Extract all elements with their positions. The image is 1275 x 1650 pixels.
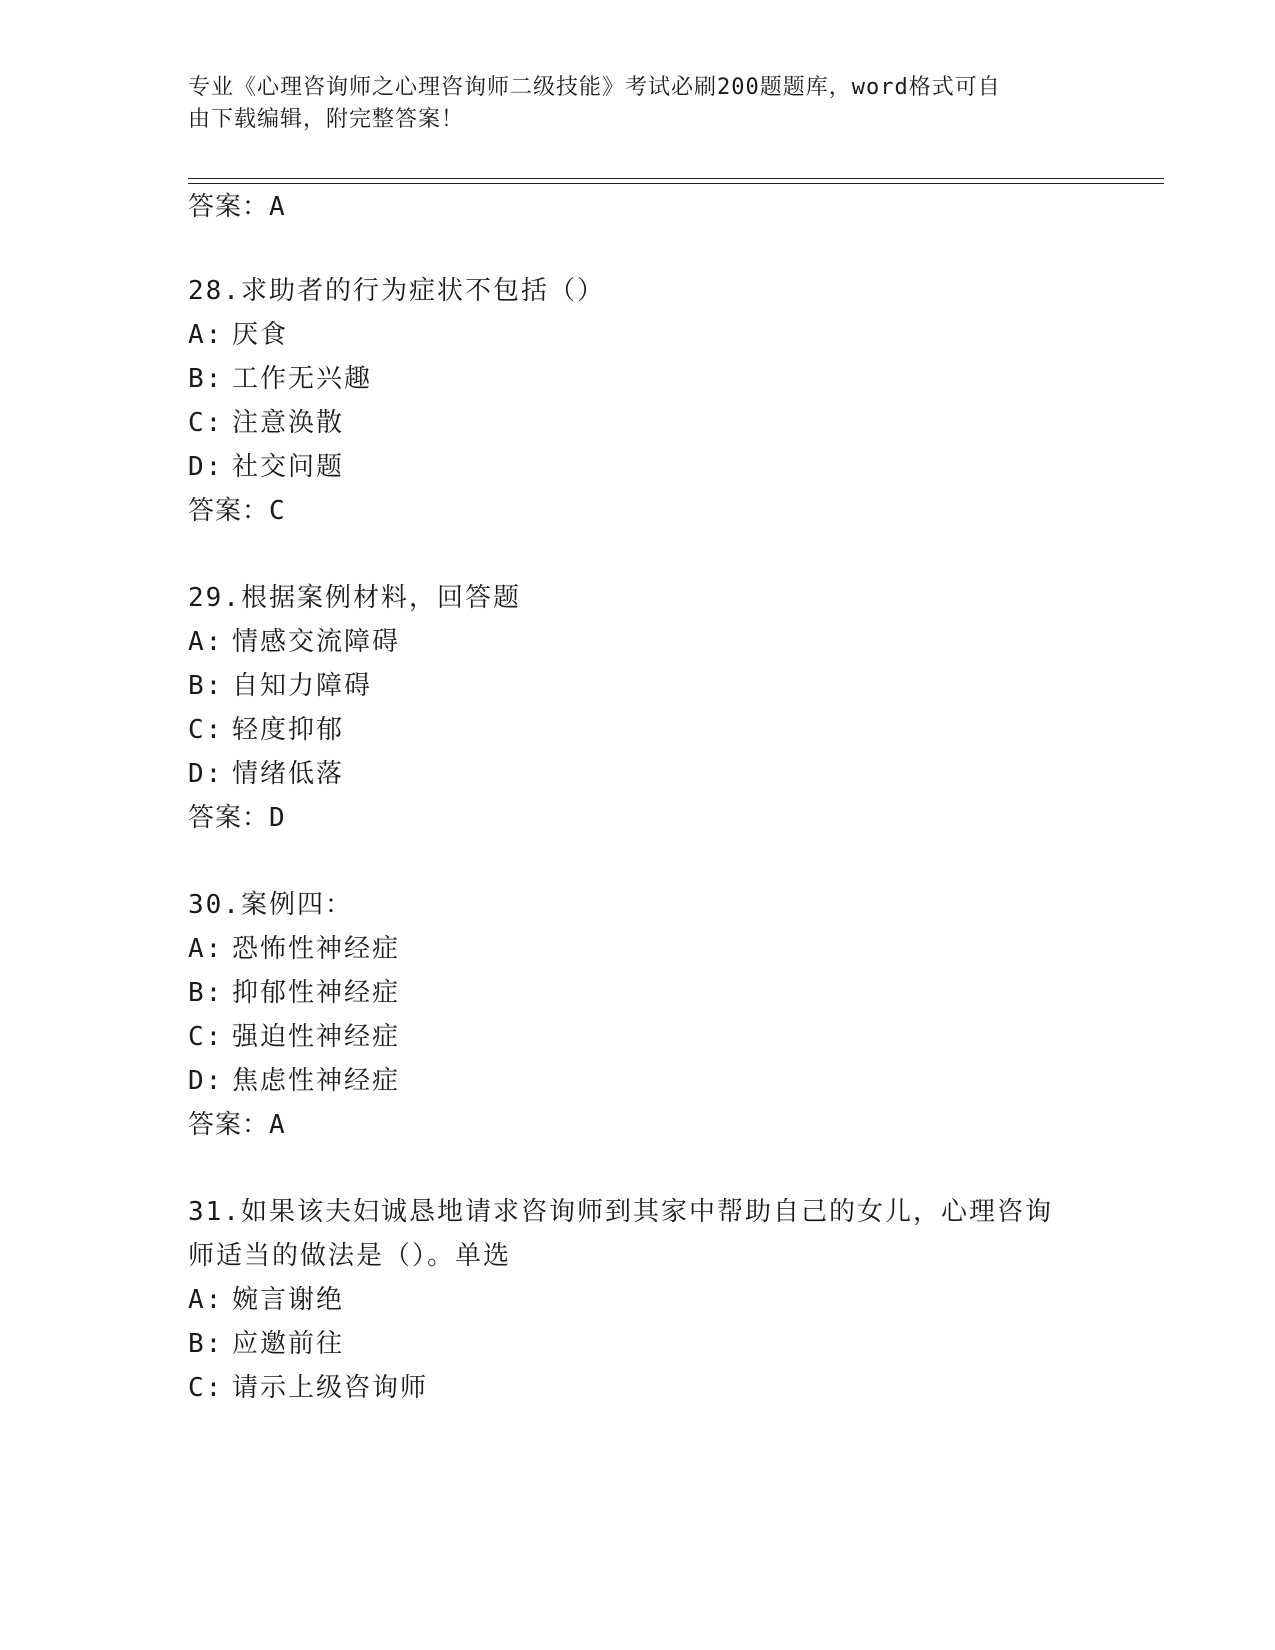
question-31-stem-line-1: 31.如果该夫妇诚恳地请求咨询师到其家中帮助自己的女儿，心理咨询 <box>188 1197 1053 1227</box>
question-30-option-d: D: 焦虑性神经症 <box>188 1066 401 1096</box>
header-divider-bottom <box>188 183 1164 184</box>
question-31-stem-line-2: 师适当的做法是（）。单选 <box>188 1241 512 1271</box>
header-line-1: 专业《心理咨询师之心理咨询师二级技能》考试必刷200题题库，word格式可自 <box>188 75 1001 100</box>
question-30-answer: 答案：A <box>188 1110 286 1140</box>
header-line-2: 由下载编辑，附完整答案！ <box>188 107 465 132</box>
question-29-answer: 答案：D <box>188 803 286 833</box>
question-29-option-c: C: 轻度抑郁 <box>188 715 345 745</box>
question-28-stem: 28.求助者的行为症状不包括（） <box>188 276 605 306</box>
answer-prev: 答案：A <box>188 192 286 222</box>
question-30-option-b: B: 抑郁性神经症 <box>188 978 401 1008</box>
question-30-stem: 30.案例四： <box>188 890 353 920</box>
question-31-option-c: C: 请示上级咨询师 <box>188 1373 429 1403</box>
question-30-option-c: C: 强迫性神经症 <box>188 1022 401 1052</box>
question-29-option-b: B: 自知力障碍 <box>188 671 373 701</box>
question-31-option-a: A: 婉言谢绝 <box>188 1285 345 1315</box>
header-divider-top <box>188 178 1164 179</box>
question-30-option-a: A: 恐怖性神经症 <box>188 934 401 964</box>
question-31-option-b: B: 应邀前往 <box>188 1329 345 1359</box>
question-29-stem: 29.根据案例材料，回答题 <box>188 583 521 613</box>
question-29-option-d: D: 情绪低落 <box>188 759 345 789</box>
question-29-option-a: A: 情感交流障碍 <box>188 627 401 657</box>
question-28-option-a: A: 厌食 <box>188 320 289 350</box>
question-28-option-d: D: 社交问题 <box>188 452 345 482</box>
question-28-option-b: B: 工作无兴趣 <box>188 364 373 394</box>
question-28-option-c: C: 注意涣散 <box>188 408 345 438</box>
question-28-answer: 答案：C <box>188 496 286 526</box>
document-header <box>188 72 1088 136</box>
